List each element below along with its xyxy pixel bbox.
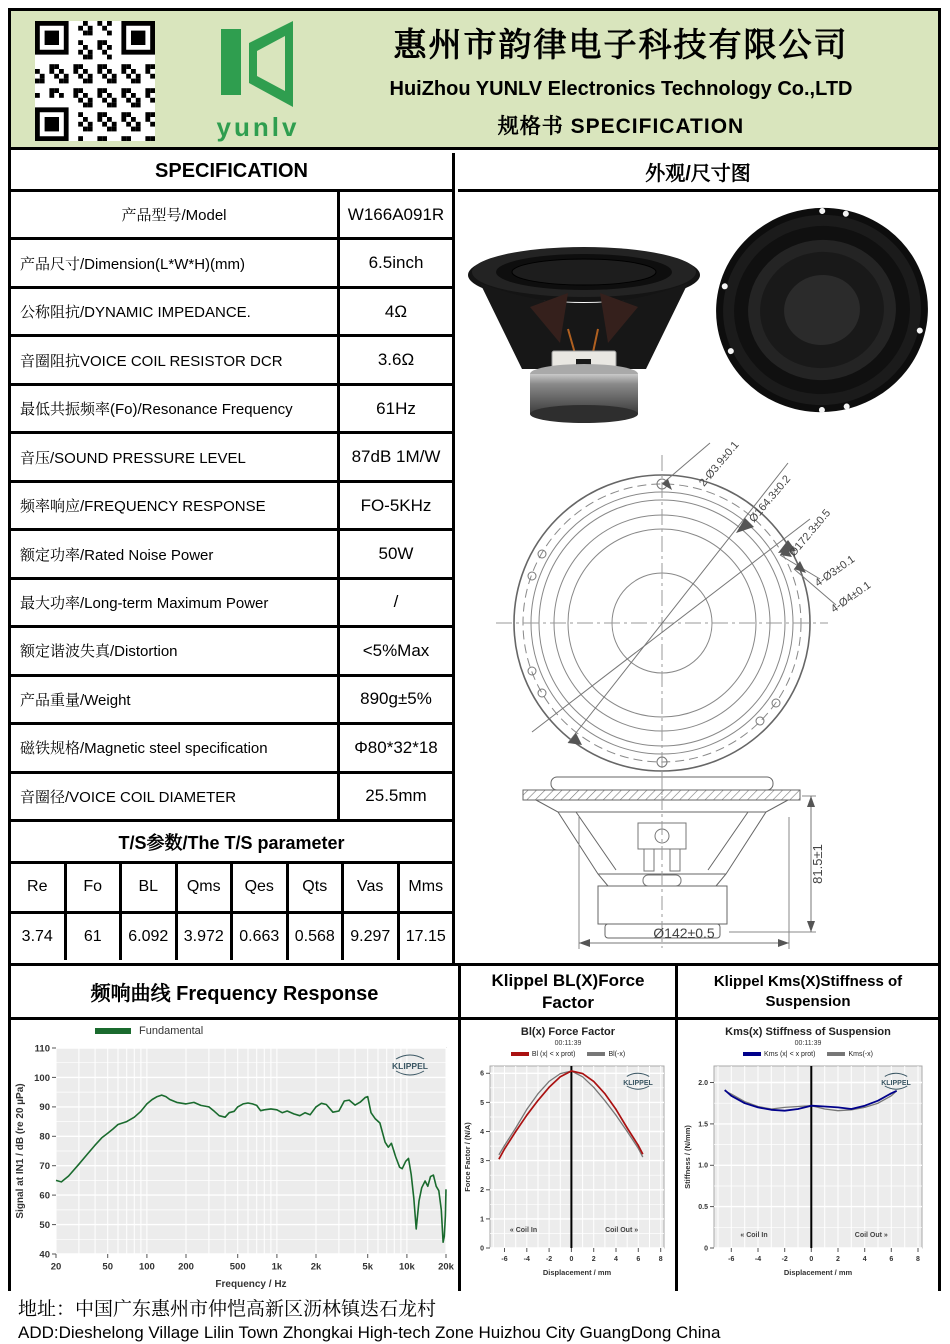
dim-label: 4-Ø3±0.1 (812, 553, 858, 590)
svg-text:110: 110 (34, 1043, 50, 1055)
ts-value-cell: 6.092 (122, 914, 178, 961)
spec-row (11, 337, 452, 385)
ts-value-cell: 3.972 (178, 914, 234, 961)
ts-value-cell: 0.663 (233, 914, 289, 961)
spec-row-label: 最大功率/Long-term Maximum Power (11, 580, 340, 625)
spec-row-value: 50W (378, 544, 414, 564)
spec-row (11, 483, 452, 531)
company-name-cn: 惠州市韵律电子科技有限公司 (393, 26, 849, 63)
spec-row-value: Φ80*32*18 (354, 737, 438, 757)
spec-row (11, 774, 452, 822)
ts-parameter-title: T/S参数/The T/S parameter (11, 822, 452, 864)
spec-row (11, 434, 452, 482)
legend-label: Fundamental (139, 1025, 204, 1037)
svg-text:8: 8 (658, 1256, 663, 1263)
spec-row-label: 音压/SOUND PRESSURE LEVEL (11, 434, 340, 479)
svg-text:6: 6 (480, 1070, 484, 1078)
dim-label: Ø164.3±0.2 (747, 473, 794, 525)
spec-row-value: <5%Max (362, 640, 430, 660)
dimension-drawing (458, 427, 938, 963)
svg-text:-4: -4 (754, 1256, 762, 1263)
legend-item: Bl (x| < x prot) (511, 1051, 576, 1058)
frequency-response-title: 频响曲线 Frequency Response (11, 966, 458, 1020)
spec-row (11, 386, 452, 434)
spec-row-label: 产品尺寸/Dimension(L*W*H)(mm) (11, 240, 340, 285)
spec-row-label: 产品型号/Model (11, 192, 340, 237)
spec-row-value: 3.6Ω (377, 350, 415, 370)
kms-title-line1: Klippel Kms(X)Stiffness of (713, 973, 903, 990)
svg-text:6: 6 (889, 1256, 894, 1263)
svg-text:100: 100 (138, 1261, 155, 1273)
svg-text:500: 500 (229, 1261, 246, 1273)
ts-header-cell: Mms (408, 878, 444, 896)
logo-wordmark: yunlv (216, 112, 300, 142)
svg-text:20: 20 (50, 1261, 62, 1273)
dim-label: 2-Ø3.9±0.1 (697, 439, 742, 489)
freq-chart-svg (12, 1038, 456, 1290)
ts-header-cell: Qms (178, 864, 234, 911)
svg-text:KLIPPEL: KLIPPEL (623, 1080, 653, 1087)
svg-text:0: 0 (480, 1245, 484, 1253)
ts-header-cell: Vas (344, 864, 400, 911)
kms-title-line2: Suspension (765, 992, 851, 1010)
logo-horn-icon (249, 21, 293, 107)
svg-text:4: 4 (862, 1256, 867, 1263)
spec-row-label: 音圈径/VOICE COIL DIAMETER (11, 774, 340, 819)
svg-text:-6: -6 (501, 1256, 508, 1263)
svg-text:5: 5 (480, 1099, 484, 1107)
svg-text:1: 1 (480, 1216, 484, 1224)
svg-text:90: 90 (39, 1102, 50, 1114)
freq-chart-legend (95, 1025, 203, 1037)
spec-row (11, 289, 452, 337)
legend-item: Kms(-x) (827, 1051, 873, 1058)
spec-row-label: 额定功率/Rated Noise Power (11, 531, 340, 576)
front-view-drawing (496, 443, 836, 797)
svg-text:1.5: 1.5 (698, 1121, 708, 1129)
header-title-block (311, 11, 931, 150)
spec-row (11, 192, 452, 240)
svg-text:0: 0 (704, 1245, 708, 1253)
spec-row (11, 531, 452, 579)
frequency-response-panel (11, 966, 458, 1291)
svg-text:3: 3 (480, 1158, 484, 1166)
svg-text:20k: 20k (438, 1261, 454, 1273)
appearance-title: 外观/尺寸图 (458, 153, 938, 192)
svg-text:2.0: 2.0 (698, 1080, 708, 1087)
speaker-front-photo (710, 205, 934, 421)
svg-text:Coil Out »: Coil Out » (605, 1227, 639, 1234)
svg-text:2: 2 (836, 1256, 840, 1263)
company-name-en: HuiZhou YUNLV Electronics Technology Co.,LTD (389, 78, 853, 100)
spec-row-value: 890g±5% (360, 689, 432, 709)
svg-text:Coil Out »: Coil Out » (854, 1232, 888, 1240)
svg-text:-2: -2 (781, 1256, 788, 1263)
kms-panel-title (678, 966, 938, 1020)
product-photos (458, 195, 938, 427)
svg-text:0: 0 (569, 1256, 574, 1263)
ts-parameter-table (11, 864, 452, 960)
svg-text:2: 2 (591, 1256, 596, 1263)
dimension-labels (697, 439, 873, 615)
kms-chart-svg (682, 1060, 934, 1278)
ts-value-cell: 9.297 (344, 914, 400, 961)
svg-text:80: 80 (39, 1131, 50, 1143)
svg-text:200: 200 (178, 1261, 194, 1273)
bl-force-factor-panel (458, 966, 675, 1291)
svg-text:50: 50 (102, 1261, 113, 1273)
bl-chart-svg (462, 1060, 674, 1278)
spec-row-label: 产品重量/Weight (11, 677, 340, 722)
specification-column (11, 153, 455, 963)
spec-row (11, 580, 452, 628)
svg-text:1.0: 1.0 (698, 1162, 708, 1170)
address-footer (18, 1294, 938, 1343)
address-cn: 地址：中国广东惠州市仲恺高新区沥林镇迭石龙村 (18, 1299, 437, 1320)
ts-value-cell: 61 (67, 914, 123, 961)
bl-chart-body (461, 1020, 675, 1291)
address-en: ADD:Dieshelong Village Lilin Town Zhongkai High-tech Zone Huizhou City GuangDong China (18, 1323, 721, 1342)
yunlv-logo (199, 19, 317, 145)
ts-header-cell: Re (11, 864, 67, 911)
side-height-dim: 81.5±1 (810, 844, 825, 884)
ts-value-row (11, 914, 452, 961)
spec-rows (11, 192, 452, 822)
ts-header-cell: Qts (289, 864, 345, 911)
kms-chart-body (678, 1020, 938, 1291)
svg-text:Frequency / Hz: Frequency / Hz (215, 1279, 287, 1290)
bl-title-line2: Factor (542, 992, 594, 1012)
svg-text:2: 2 (480, 1187, 484, 1195)
spec-row-label: 频率响应/FREQUENCY RESPONSE (11, 483, 340, 528)
legend-item: Bl(-x) (587, 1051, 625, 1058)
dim-label: Ø172.3±0.5 (787, 507, 834, 559)
legend-swatch (95, 1028, 131, 1034)
spec-row (11, 628, 452, 676)
svg-text:100: 100 (34, 1072, 50, 1084)
spec-row-value: / (393, 592, 399, 612)
spec-row (11, 677, 452, 725)
ts-header-row (11, 864, 452, 914)
svg-text:-2: -2 (545, 1256, 553, 1263)
spec-row-value: 4Ω (384, 301, 408, 321)
svg-text:« Coil In: « Coil In (740, 1232, 768, 1240)
spec-table-title: SPECIFICATION (11, 153, 452, 192)
svg-text:4: 4 (480, 1129, 484, 1136)
spec-row-value: FO-5KHz (360, 495, 432, 515)
svg-text:60: 60 (39, 1190, 50, 1202)
svg-text:0: 0 (809, 1256, 814, 1263)
svg-text:6: 6 (636, 1256, 641, 1263)
bl-chart-timestamp: 00:11:39 (554, 1040, 582, 1047)
document-frame (8, 8, 941, 1291)
side-diameter-dim: Ø142±0.5 (653, 925, 715, 941)
spec-row-label: 音圈阻抗VOICE COIL RESISTOR DCR (11, 337, 340, 382)
svg-text:KLIPPEL: KLIPPEL (392, 1061, 428, 1071)
spec-row (11, 725, 452, 773)
svg-text:5k: 5k (362, 1261, 373, 1273)
side-view-drawing (523, 771, 816, 949)
charts-section (11, 963, 938, 1291)
svg-text:Force Factor / (N/A): Force Factor / (N/A) (463, 1122, 472, 1192)
bl-chart-title: Bl(x) Force Factor (520, 1026, 616, 1038)
svg-text:Displacement / mm: Displacement / mm (542, 1268, 612, 1277)
spec-row-label: 额定谐波失真/Distortion (11, 628, 340, 673)
svg-text:Displacement / mm: Displacement / mm (783, 1268, 853, 1277)
svg-text:-6: -6 (728, 1256, 735, 1263)
kms-chart-legend (678, 1051, 938, 1058)
bl-title-line1: Klippel BL(X)Force (491, 971, 645, 991)
spec-row-value: 61Hz (376, 398, 416, 418)
ts-value-cell: 3.74 (11, 914, 67, 961)
svg-text:70: 70 (39, 1161, 50, 1172)
spec-row-value: 25.5mm (365, 786, 427, 806)
spec-row-label: 最低共振频率(Fo)/Resonance Frequency (11, 386, 340, 431)
ts-value-cell: 17.15 (405, 927, 446, 945)
ts-header-cell: Qes (233, 864, 289, 911)
spec-row-label: 公称阻抗/DYNAMIC IMPEDANCE. (11, 289, 340, 334)
frequency-response-chart (11, 1020, 458, 1291)
spec-row (11, 240, 452, 288)
bl-chart-legend (461, 1051, 675, 1058)
svg-text:4: 4 (614, 1256, 618, 1263)
svg-text:« Coil In: « Coil In (509, 1227, 538, 1234)
svg-text:2k: 2k (310, 1261, 322, 1273)
document-header (11, 11, 938, 150)
spec-row-value: 6.5inch (368, 253, 424, 273)
kms-chart-title: Kms(x) Stiffness of Suspension (725, 1026, 891, 1038)
svg-text:KLIPPEL: KLIPPEL (881, 1080, 911, 1087)
legend-item: Kms (x| < x prot) (743, 1051, 815, 1058)
qr-code-icon (35, 21, 155, 141)
svg-text:0.5: 0.5 (698, 1204, 708, 1212)
ts-value-cell: 0.568 (289, 914, 345, 961)
dim-label: 4-Ø4±0.1 (828, 579, 874, 616)
kms-stiffness-panel (675, 966, 938, 1291)
bl-panel-title (461, 966, 675, 1020)
speaker-side-photo (464, 201, 704, 423)
kms-chart-timestamp: 00:11:39 (794, 1040, 822, 1047)
logo-speaker-bar (221, 29, 241, 95)
svg-text:50: 50 (39, 1219, 50, 1231)
svg-text:Stiffness / (N/mm): Stiffness / (N/mm) (683, 1125, 692, 1189)
ts-header-cell: BL (122, 864, 178, 911)
svg-text:8: 8 (916, 1256, 920, 1263)
svg-text:40: 40 (39, 1249, 50, 1261)
doc-type-title: 规格书 SPECIFICATION (497, 115, 745, 138)
spec-row-label: 磁铁规格/Magnetic steel specification (11, 725, 340, 770)
spec-row-value: 87dB 1M/W (351, 447, 441, 467)
svg-text:-4: -4 (523, 1256, 530, 1263)
ts-header-cell: Fo (67, 864, 123, 911)
appearance-column (458, 153, 938, 963)
svg-text:10k: 10k (398, 1261, 415, 1273)
svg-text:1k: 1k (271, 1261, 283, 1273)
svg-text:Signal at IN1 / dB (re 20 µPa): Signal at IN1 / dB (re 20 µPa) (15, 1083, 26, 1219)
spec-row-value: W166A091R (347, 204, 445, 224)
